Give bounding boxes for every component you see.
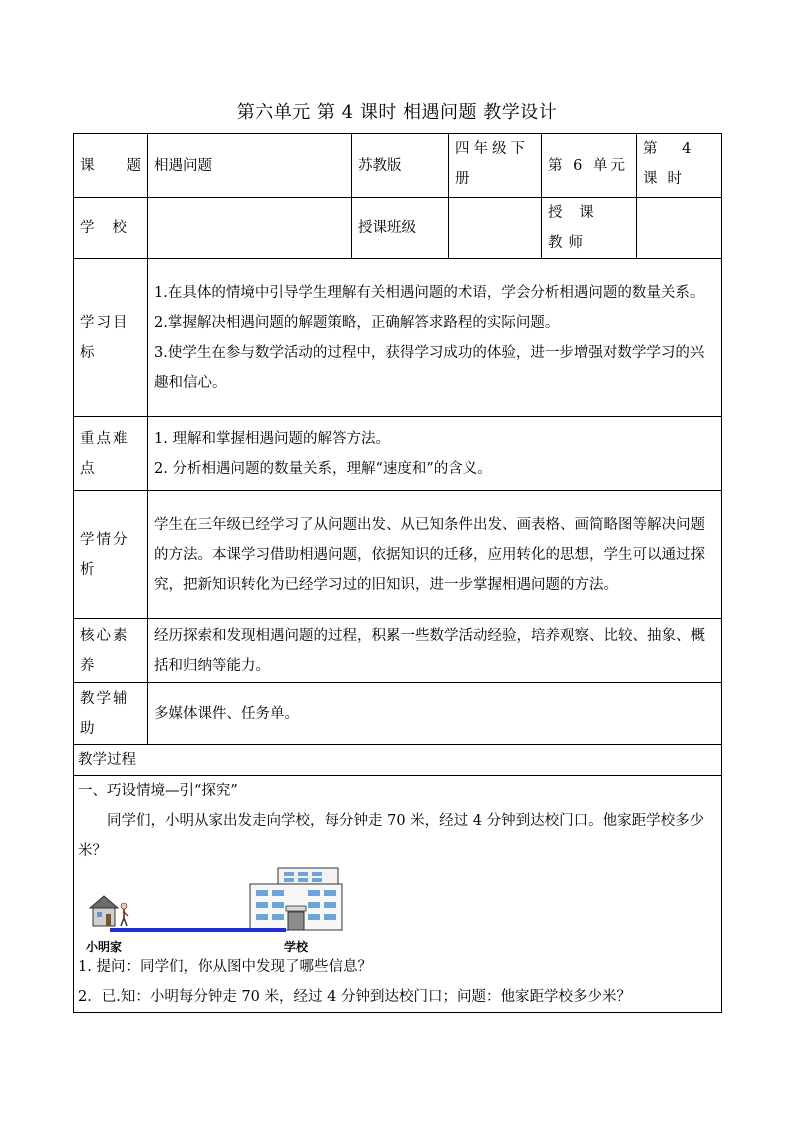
- school-value[interactable]: [148, 198, 352, 259]
- school-row: [74, 198, 722, 259]
- lesson-value: 第 4 课时: [637, 134, 722, 198]
- school-label-cell: 学 校: [74, 198, 148, 259]
- analysis-label: 学情分析: [74, 491, 148, 619]
- process-label: 教学过程: [74, 745, 722, 776]
- step-item: 2．已.知：小明每分钟走 70 米，经过 4 分钟到达校门口；问题：他家距学校多少米？: [78, 989, 631, 1005]
- key-point-item: 1. 理解和掌握相遇问题的解答方法。: [154, 430, 390, 447]
- page-title: 第六单元 第 4 课时 相遇问题 教学设计: [236, 102, 558, 123]
- process-content: [74, 776, 722, 1013]
- section-title: 一、巧设情境—引“探究”: [78, 783, 238, 799]
- class-label: 授课班级: [352, 198, 449, 259]
- home-school-illustration: [78, 866, 715, 952]
- road-line: [110, 928, 286, 932]
- goals-row: [74, 259, 722, 417]
- school-building-icon: [248, 866, 344, 932]
- unit-value: 第 6 单元: [542, 134, 637, 198]
- analysis-row: [74, 491, 722, 619]
- goal-item: 3.使学生在参与数学活动的过程中，获得学习成功的体验，进一步增强对数学学习的兴趣和信心。: [154, 344, 705, 391]
- school-label: 学校: [284, 940, 309, 954]
- grade-value: 四年级下册: [449, 134, 542, 198]
- key-points-label: 重点难点: [74, 417, 148, 491]
- literacy-row: [74, 619, 722, 683]
- lesson-plan-table: [73, 133, 722, 1013]
- house-icon: [88, 892, 132, 928]
- intro-paragraph: 同学们，小明从家出发走向学校，每分钟走 70 米，经过 4 分钟到达校门口。他家距学校多少米？: [78, 813, 705, 859]
- goals-label: 学习目标: [74, 259, 148, 417]
- topic-value: 相遇问题: [148, 134, 352, 198]
- home-label: 小明家: [86, 940, 123, 954]
- goal-item: 2.掌握解决相遇问题的解题策略，正确解答求路程的实际问题。: [154, 314, 560, 331]
- key-points-row: [74, 417, 722, 491]
- class-value[interactable]: [449, 198, 542, 259]
- goal-item: 1.在具体的情境中引导学生理解有关相遇问题的术语，学会分析相遇问题的数量关系。: [154, 284, 705, 301]
- header-row: [74, 134, 722, 198]
- aids-row: [74, 683, 722, 745]
- process-label-row: [74, 745, 722, 776]
- topic-label-cell: 课 题: [74, 134, 148, 198]
- literacy-label: 核心素养: [74, 619, 148, 683]
- aids-text: 多媒体课件、任务单。: [148, 683, 722, 745]
- aids-label: 教学辅助: [74, 683, 148, 745]
- teacher-label: 授 课 教师: [542, 198, 637, 259]
- teacher-value[interactable]: [637, 198, 722, 259]
- analysis-text: 学生在三年级已经学习了从问题出发、从已知条件出发、画表格、画简略图等解决问题的方法。本课学习借助相遇问题，依据知识的迁移，应用转化的思想，学生可以通过探究，把新知识转化为已经学习过的旧知识，进一步掌握相遇问题的方法。: [148, 491, 722, 619]
- key-point-item: 2. 分析相遇问题的数量关系，理解“速度和”的含义。: [154, 460, 492, 477]
- literacy-text: 经历探索和发现相遇问题的过程，积累一些数学活动经验，培养观察、比较、抽象、概括和归纳等能力。: [148, 619, 722, 683]
- goals-content: [148, 259, 722, 417]
- publisher-value: 苏教版: [352, 134, 449, 198]
- key-points-content: [148, 417, 722, 491]
- step-item: 1. 提问：同学们，你从图中发现了哪些信息？: [78, 959, 372, 975]
- process-content-row: [74, 776, 722, 1013]
